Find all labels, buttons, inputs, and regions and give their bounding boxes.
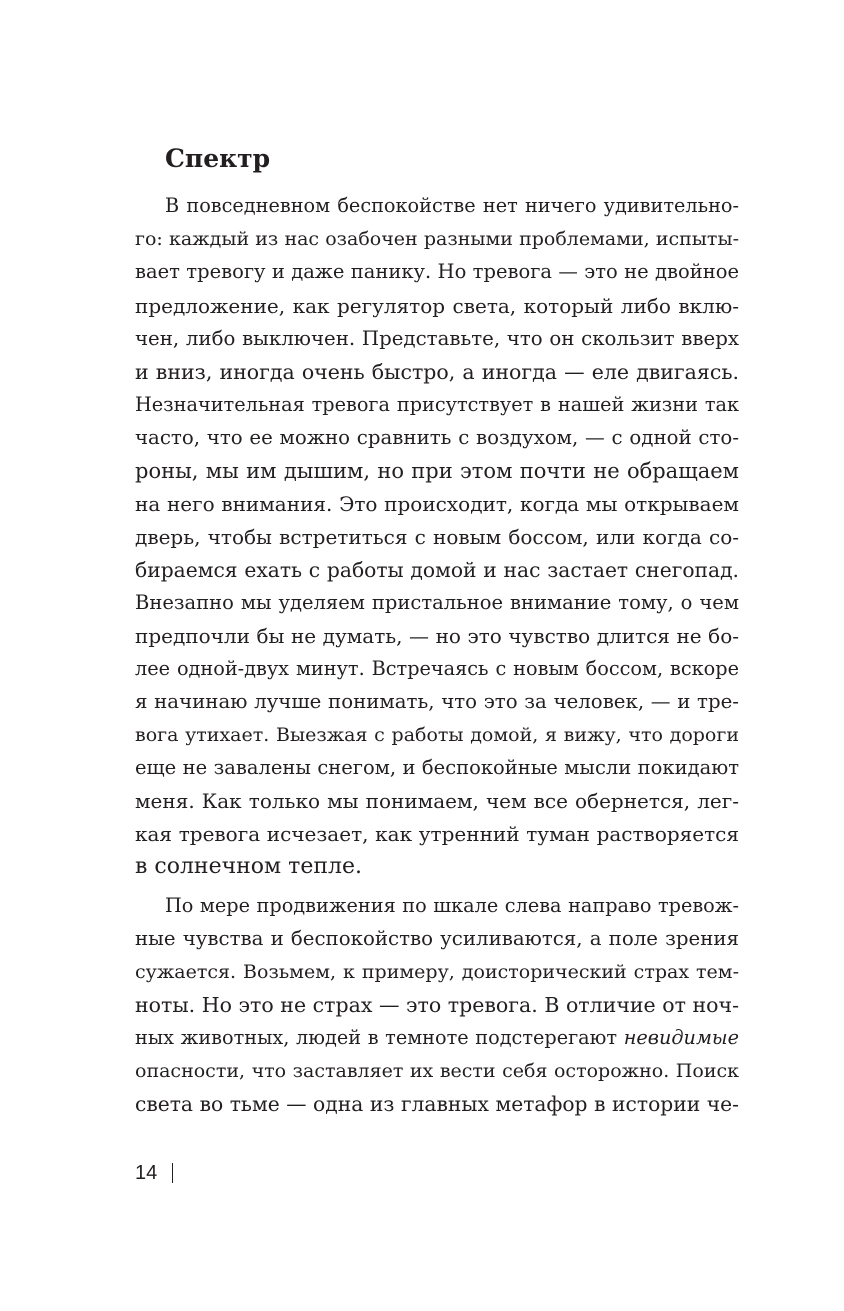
emphasized-word: невидимые: [623, 1026, 739, 1049]
text-line: на него внимания. Это происходит, когда мы открываем: [135, 492, 739, 516]
text-line: ные чувства и беспокойство усиливаются, а поле зрения: [135, 927, 739, 950]
text-line: часто, что ее можно сравнить с воздухом, — с одной сто-: [135, 426, 739, 449]
text-line: я начинаю лучше понимать, что это за человек, — и тре-: [135, 690, 739, 713]
text-line: еще не завалены снегом, и беспокойные мысли покидают: [135, 756, 739, 779]
page-number: 14: [135, 1162, 158, 1184]
text-line: предпочли бы не думать, — но это чувство длится не бо-: [135, 624, 739, 648]
text-line: сужается. Возьмем, к примеру, доисторический страх тем-: [135, 961, 739, 983]
text-line: кая тревога исчезает, как утренний туман растворяется: [135, 822, 739, 846]
text-line: Незначительная тревога присутствует в нашей жизни так: [135, 393, 739, 416]
text-line: в солнечном тепле.: [135, 854, 363, 879]
section-heading: Спектр: [165, 144, 271, 173]
text-line: роны, мы им дышим, но при этом почти не обращаем: [135, 459, 739, 483]
text-line: меня. Как только мы понимаем, чем все обернется, лег-: [135, 789, 739, 813]
text-line: и вниз, иногда очень быстро, а иногда — еле двигаясь.: [135, 360, 739, 384]
text-line: вога утихает. Выезжая с работы домой, я вижу, что дороги: [135, 724, 739, 746]
folio-separator: [172, 1163, 173, 1183]
text-line: света во тьме — одна из главных метафор в истории че-: [135, 1092, 739, 1116]
text-line: бираемся ехать с работы домой и нас застает снегопад.: [135, 558, 739, 582]
text-line: дверь, чтобы встретиться с новым боссом, или когда со-: [135, 525, 739, 549]
text-line: предложение, как регулятор света, который либо вклю-: [135, 294, 739, 318]
text-line: го: каждый из нас озабочен разными проблемами, испыты-: [135, 228, 739, 250]
text-line: лее одной-двух минут. Встречаясь с новым боссом, вскоре: [135, 657, 739, 680]
text-line: По мере продвижения по шкале слева направо тревож-: [165, 894, 739, 917]
text-line: Внезапно мы уделяем пристальное внимание тому, о чем: [135, 591, 739, 614]
text-line: [135, 1022, 739, 1054]
text-line: В повседневном беспокойстве нет ничего удивительно-: [165, 194, 739, 217]
text-line: опасности, что заставляет их вести себя осторожно. Поиск: [135, 1060, 739, 1082]
text-line: вает тревогу и даже панику. Но тревога — это не двойное: [135, 260, 739, 283]
text-line: чен, либо выключен. Представьте, что он скользит вверх: [135, 327, 739, 350]
text-line: ноты. Но это не страх — это тревога. В отличие от ноч-: [135, 993, 739, 1017]
text-run: ных животных, людей в темноте подстерегают: [135, 1026, 624, 1049]
